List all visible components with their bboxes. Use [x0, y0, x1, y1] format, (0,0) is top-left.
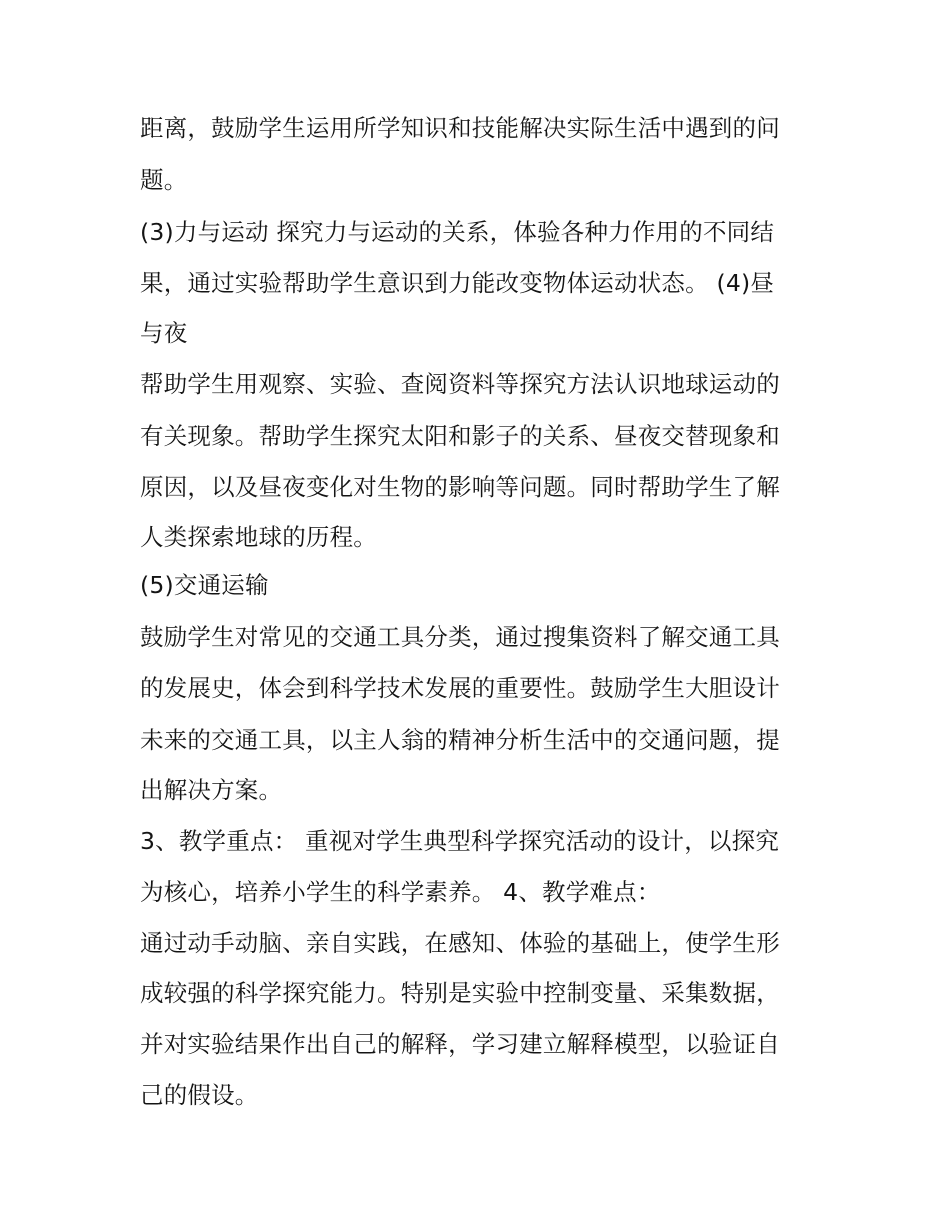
text-line-20: 己的假设。 — [140, 1081, 259, 1109]
text-line-17: 通过动手动脑、亲自实践，在感知、体验的基础上，使学生形 — [140, 929, 780, 957]
text-line-13: 未来的交通工具，以主人翁的精神分析生活中的交通问题，提 — [140, 726, 780, 754]
text-line-7: 有关现象。帮助学生探究太阳和影子的关系、昼夜交替现象和 — [140, 422, 780, 450]
text-line-11: 鼓励学生对常见的交通工具分类，通过搜集资料了解交通工具 — [140, 623, 780, 651]
text-line-2: 题。 — [140, 166, 188, 194]
text-line-1: 距离，鼓励学生运用所学知识和技能解决实际生活中遇到的问 — [140, 114, 780, 142]
text-line-9: 人类探索地球的历程。 — [140, 523, 377, 551]
section-heading-transportation: (5)交通运输 — [140, 571, 269, 599]
text-line-16: 为核心，培养小学生的科学素养。 4、教学难点： — [140, 878, 661, 906]
section-heading-force-motion: (3)力与运动 探究力与运动的关系，体验各种力作用的不同结 — [140, 218, 775, 246]
section-heading-teaching-focus: 3、教学重点： 重视对学生典型科学探究活动的设计，以探究 — [140, 827, 780, 855]
text-line-8: 原因，以及昼夜变化对生物的影响等问题。同时帮助学生了解 — [140, 473, 780, 501]
text-line-19: 并对实验结果作出自己的解释，学习建立解释模型，以验证自 — [140, 1030, 780, 1058]
text-line-14: 出解决方案。 — [140, 776, 283, 804]
text-line-6: 帮助学生用观察、实验、查阅资料等探究方法认识地球运动的 — [140, 370, 780, 398]
text-line-18: 成较强的科学探究能力。特别是实验中控制变量、采集数据， — [140, 979, 780, 1007]
text-line-4: 果，通过实验帮助学生意识到力能改变物体运动状态。 (4)昼 — [140, 269, 775, 297]
text-line-5: 与夜 — [140, 319, 188, 347]
text-line-12: 的发展史，体会到科学技术发展的重要性。鼓励学生大胆设计 — [140, 674, 780, 702]
